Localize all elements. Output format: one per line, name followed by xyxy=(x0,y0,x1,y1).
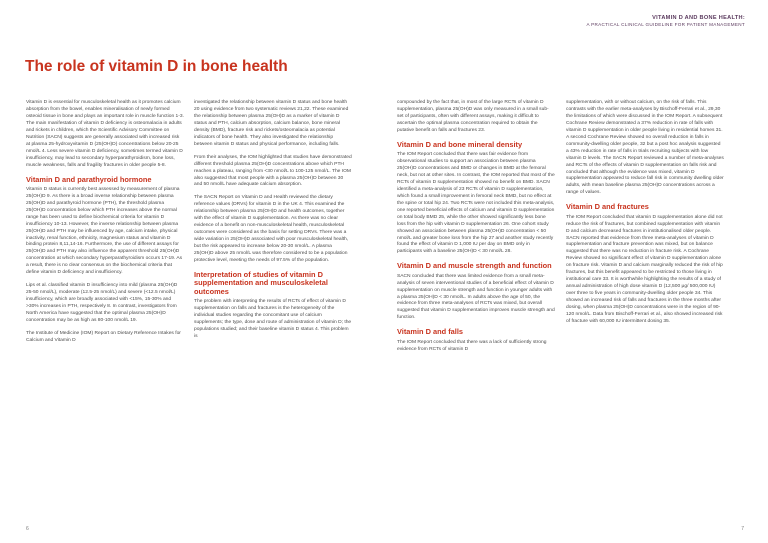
paragraph: Lips et al. classified vitamin D insufficiency into mild (plasma 25(OH)D 25-50 nmol/L), moderate (12.5-25 nmol/L) and severe (<12.5 nmol/L) insufficiency, which are broadly associated with <15%, 15-30% and >30% increases in PTH, respectively 8. In contrast, investigators from North America have suggested that the optimal plasma 25(OH)D concentration may be as high as 80-100 nmol/L 19. xyxy=(26,283,178,323)
header-subtitle: A PRACTICAL CLINICAL GUIDELINE FOR PATIENT MANAGEMENT xyxy=(586,22,745,27)
paragraph: SACN concluded that there was limited evidence from a small meta-analysis of seven interventional studies of a beneficial effect of vitamin D supplementation on muscle strength and function in younger adults with a plasma 25(OH)D < 30 nmol/L. In adults above the age of 50, the evidence from three meta-analyses of RCTs was mixed, but overall suggested that vitamin D supplementation improves muscle strength and function. xyxy=(397,273,555,321)
column-2 xyxy=(194,100,352,347)
section-heading-interpretation: Interpretation of studies of vitamin D supplementation and musculoskeletal outcomes xyxy=(194,269,328,296)
section-heading-parathyroid: Vitamin D and parathyroid hormone xyxy=(26,174,152,184)
section-heading-fractures: Vitamin D and fractures xyxy=(566,202,649,212)
page-number-right: 7 xyxy=(741,526,744,532)
paragraph: The problem with interpreting the results of RCTs of effect of vitamin D supplementation on falls and fractures is the heterogeneity of the individual studies regarding the concomitant use of calcium supplements; the type, dose and route of administration of vitamin D; the populations studied; and their baseline vitamin D status 4. This problem is xyxy=(194,298,352,339)
paragraph: compounded by the fact that, in most of the large RCTs of vitamin D supplementation, plasma 25(OH)D was only measured in a small sub-set of participants, often with different assays, making it difficult to ascertain the optimal plasma concentration required to obtain the putative benefit on falls and fractures 23. xyxy=(397,100,549,133)
section-heading-falls: Vitamin D and falls xyxy=(397,327,463,337)
column-3 xyxy=(397,100,555,360)
header-title: VITAMIN D AND BONE HEALTH: xyxy=(652,15,745,21)
paragraph: supplementation, with or without calcium, on the risk of falls. This contrasts with the earlier meta-analyses by Bischoff-Ferrari et al., 29,30 the limitations of which were discussed in the IOM Report. A subsequent Cochrane Review demonstrated a 37% reduction in rate of falls with vitamin D supplementation in older people living in residential homes 31. A second Cochrane Review showed no overall reduction in falls in community-dwelling older people, 32 but a post hoc analysis suggested a 43% reduction in rate of falls in trials recruiting subjects with low vitamin D levels. The SACN Report reviewed a number of meta-analyses and RCTs of the effects of vitamin D supplementation on falls risk and concluded that although the evidence was mixed, vitamin D supplementation appeared to reduce fall risk in community dwelling older adults, with mean baseline plasma 25(OH)D concentrations across a range of values. xyxy=(566,100,724,196)
paragraph: The IOM Report concluded that there was a lack of sufficiently strong evidence from RCTs of vitamin D xyxy=(397,339,547,352)
paragraph: The SACN Report on Vitamin D and Health reviewed the dietary reference values (DRVs) for vitamin D in the UK 4. This examined the relationship between plasma 25(OH)D and health outcomes, together with the effect of vitamin D supplementation. As there was no clear evidence of a benefit on non-musculoskeletal health, musculoskeletal outcomes were considered as the basis for setting DRVs. There was a wide variation in 25(OH)D associated with poor musculoskeletal health, but the risk appeared to increase below 20-30 nmol/L. A plasma 25(OH)D above 25 nmol/L was therefore considered to be a population protective level, meeting the needs of 97.5% of the population. xyxy=(194,195,349,264)
paragraph: From their analyses, the IOM highlighted that studies have demonstrated different threshold plasma 25(OH)D concentrations above which PTH reaches a plateau, ranging from <30 nmol/L to 100-125 nmol/L. The IOM also suggested that most people with a plasma 25(OH)D between 30 and 50 nmol/L have adequate calcium absorption. xyxy=(194,154,352,188)
column-4 xyxy=(566,100,724,332)
paragraph: The Institute of Medicine (IOM) Report on Dietary Reference Intakes for Calcium and Vitamin D xyxy=(26,330,181,343)
paragraph: Vitamin D is essential for musculoskeletal health as it promotes calcium absorption from the bowel, enables mineralisation of newly formed osteoid tissue in bone and plays an important role in muscle function 1-3. The main manifestation of vitamin D deficiency is osteomalacia in adults and rickets in children, which the Scientific Advisory Committee on Nutrition (SACN) suggests are generally associated with increased risk at plasma 25-hydroxyvitamin D (25(OH)D) concentrations below 20-25 nmol/L 4. Less severe vitamin D deficiency, sometimes termed vitamin D insufficiency, may lead to secondary hyperparathyroidism, bone loss, muscle weakness, falls and fragility fractures in older people 5-8. xyxy=(26,100,184,168)
running-header xyxy=(587,15,746,27)
page-number-left: 6 xyxy=(26,526,29,532)
column-1 xyxy=(26,100,184,351)
page-title: The role of vitamin D in bone health xyxy=(25,58,288,75)
section-heading-muscle: Vitamin D and muscle strength and function xyxy=(397,261,552,271)
paragraph: investigated the relationship between vitamin D status and bone health 20 using evidence from two systematic reviews 21,22. These examined the relationship between plasma 25(OH)D as a marker of vitamin D status and PTH, calcium absorption, calcium balance, bone mineral density (BMD), fracture risk and rickets/osteomalacia as potential indicators of bone health. They also investigated the relationship between vitamin D status and physical performance, including falls. xyxy=(194,100,349,147)
paragraph: The IOM Report concluded that vitamin D supplementation alone did not reduce the risk of fractures, but combined supplementation with vitamin D and calcium decreased fractures in institutionalised older people. SACN reported that evidence from three meta-analyses of vitamin D supplementation and fracture prevention was mixed, but on balance suggested that there was no reduction in fracture risk. A Cochrane Review showed no significant effect of vitamin D supplementation alone on fracture risk. Vitamin D and calcium marginally reduced the risk of hip fractures, but this benefit appeared to be restricted to those living in institutional care 33. It is worthwhile highlighting the results of a study of annual administration of high dose vitamin D (12,500 μg/ 500,000 IU) over three to five years in community-dwelling older people 34. This showed an increased risk of falls and fractures in the three months after dosing, when plasma 25(OH)D concentrations were in the region of 90-120 nmol/L. Data from Bischoff-Ferrari et al., also showed increased risk of fracture with 60,000 IU intermittent dosing 35. xyxy=(566,214,723,324)
paragraph: Vitamin D status is currently best assessed by measurement of plasma 25(OH)D 9. As there is a broad inverse relationship between plasma 25(OH)D and parathyroid hormone (PTH), the threshold plasma 25(OH)D concentration below which PTH increases above the normal range has been used to define biochemical criteria for vitamin D insufficiency 10-13. However, the inverse relationship between plasma 25(OH)D and PTH may be influenced by age, calcium intake, physical inactivity, renal function, ethnicity, magnesium status and vitamin D binding protein 8,11,14-16. Furthermore, the use of different assays for 25(OH)D and PTH may also influence the apparent threshold 25(OH)D concentration at which secondary hyperparathyroidism occurs 17-19. As a result, there is no clear consensus on the biochemical criteria that define vitamin D deficiency and insufficiency. xyxy=(26,186,183,276)
section-heading-bmd: Vitamin D and bone mineral density xyxy=(397,139,523,149)
paragraph: The IOM Report concluded that there was fair evidence from observational studies to support an association between plasma 25(OH)D concentrations and BMD or changes in BMD at the femoral neck, but not at other sites. In contrast, the IOM reported that most of the RCTs of vitamin D supplementation showed no benefit on BMD. SACN identified a meta-analysis of 23 RCTs of vitamin D supplementation, which found a small improvement in femoral neck BMD, but no effect at the spine or total hip 24. Two RCTs were not included this meta-analysis, one reported beneficial effects of calcium and vitamin D supplementation on total body BMD 25, while the other showed significantly less bone loss from the hip with vitamin D supplementation 26. One cohort study showed an association between plasma 25(OH)D concentration < 50 nmol/L and greater bone loss from the hip 27 and another study recently found the effect of vitamin D 1,000 IU per day on BMD only in participants with a baseline 25(OH)D < 30 nmol/L 28. xyxy=(397,152,555,255)
